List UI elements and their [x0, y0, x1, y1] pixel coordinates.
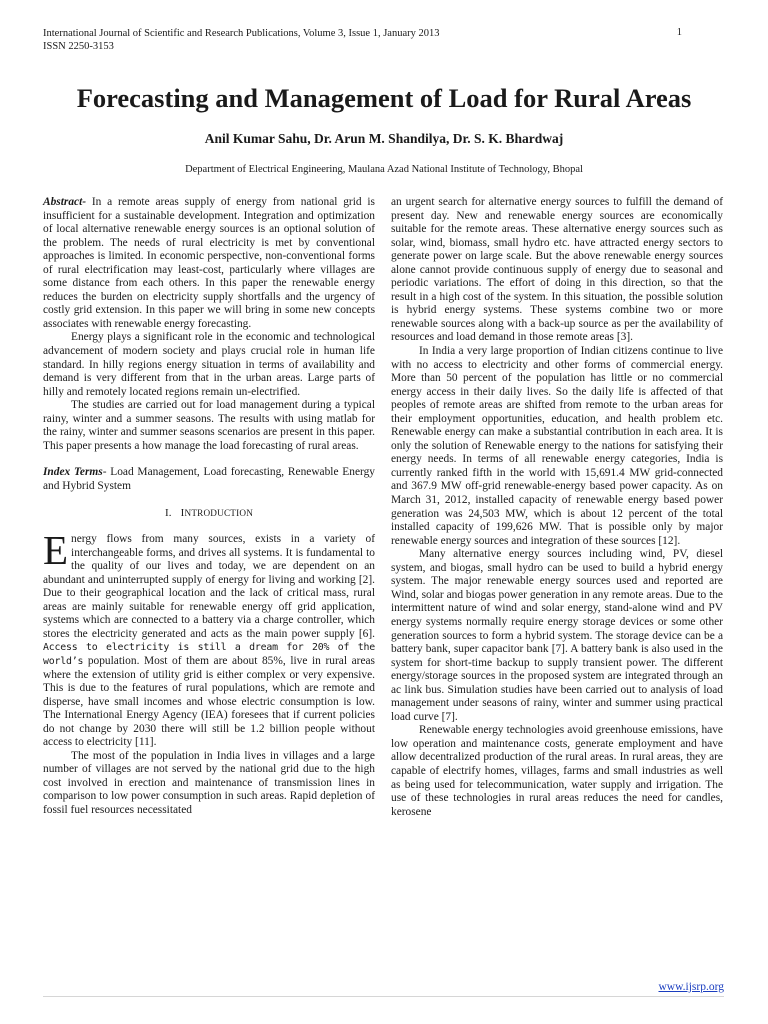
- right-column: [391, 196, 723, 819]
- section-heading-rest: NTRODUCTION: [184, 508, 254, 519]
- intro-paragraph-2: The most of the population in India lives in villages and a large number of villages are not served by the national grid due to the high cost involved in erection and maintenance of transmission lines in comparison to low power consumption in such areas. Rapid depletion of fossil fuel resources necessitated: [43, 749, 375, 816]
- left-column: [43, 196, 375, 818]
- abstract-text: In a remote areas supply of energy from national grid is insufficient for a sustainable development. Integration and optimization of local alternative renewable energy sources is an optional solution of the problem. The needs of rural electricity is met by conventional approaches is limited. In economic perspective, non-conventional forms of rural electrification may least-cost, particularly where villages are some distance from each others. In this paper the renewable energy reduces the burden on electricity supply shortfalls and the urgency of costly grid extension. In this paper we will bring in some new concepts associates with renewable energy forecasting.: [43, 196, 375, 330]
- intro-highlight-text: Access to electricity is still a dream for 20% of the world’s: [43, 642, 375, 667]
- intro-text-a: nergy flows from many sources, exists in a variety of interchangeable forms, and drives all systems. It is fundamental to the quality of our lives and today, we are dependent on an abundant and uninterrupted supply of energy for living and working [2]. Due to their geographical location and the lack of critical mass, rural areas are mainly suitable for renewable energy off grid application, systems which are connected to a battery via a charge controller, which stores the electricity generated and acts as the main power supply [6].: [43, 533, 375, 640]
- index-terms-label: Index Terms: [43, 466, 103, 479]
- section-heading: [43, 507, 375, 521]
- running-header: [43, 27, 439, 53]
- abstract-paragraph: [43, 196, 375, 331]
- right-paragraph-4: Renewable energy technologies avoid greenhouse emissions, have low operation and maintenance costs, generate employment and have allow decentralized production of the rural areas. In rural areas, they are capable of electrify homes, villages, farms and small industries as well as being used for telecommunication, water supply and irrigation. The use of these technologies in rural areas reduces the need for candles, kerosene: [391, 724, 723, 818]
- abstract-label: Abstract-: [43, 196, 87, 208]
- section-heading-initial: I: [180, 507, 185, 520]
- index-terms-text: - Load Management, Load forecasting, Renewable Energy and Hybrid System: [43, 466, 375, 492]
- affiliation: Department of Electrical Engineering, Maulana Azad National Institute of Technology, Bhopal: [185, 164, 583, 175]
- paper-title: Forecasting and Management of Load for Rural Areas: [76, 83, 692, 113]
- page-number: 1: [676, 27, 682, 38]
- intro-paragraph-1: [43, 527, 375, 750]
- journal-line: International Journal of Scientific and Research Publications, Volume 3, Issue 1, January 2013: [43, 28, 440, 39]
- author-list: Anil Kumar Sahu, Dr. Arun M. Shandilya, Dr. S. K. Bhardwaj: [204, 131, 564, 146]
- journal-url-link[interactable]: www.ijsrp.org: [658, 981, 724, 993]
- index-terms: [43, 466, 375, 493]
- issn: ISSN 2250-3153: [43, 41, 114, 52]
- right-paragraph-2: In India a very large proportion of Indian citizens continue to live with no access to electricity and other forms of commercial energy. More than 50 percent of the population has little or no commercial energy access in their daily lives. So the daily life is affected of that peoples of remote areas are shifted from remote to the urban areas for their employment opportunities, education, and health problem etc. Renewable energy can make a substantial contribution in each area. It is only the solution of Renewable energy to the nations for satisfying their energy needs. In terms of all renewable energy categories, India is currently ranked fifth in the world with 15,691.4 MW grid-connected and 367.9 MW off-grid renewable-energy based power capacity. As on March 31, 2012, installed capacity of renewable energy based power generation was 24,503 MW, which is about 12 percent of the total installed capacity of 199,626 MW. That is possible only by major renewable energy sources and integration of these sources [12].: [391, 345, 723, 547]
- section-numeral: I.: [164, 507, 172, 520]
- footer-divider: [43, 996, 724, 997]
- abstract-paragraph-3: The studies are carried out for load management during a typical rainy, winter and a summer seasons. The results with using matlab for the rainy, winter and summer seasons scenarios are present in this paper. This paper presents a how manage the load forecasting of rural areas.: [43, 399, 375, 452]
- intro-text-b: population. Most of them are about 85%, live in rural areas where the extension of utility grid is either complex or very expensive. This is due to the features of rural populations, which are remote and disperse, have small incomes and whose electric consumption is low. The International Energy Agency (IEA) foresees that if current policies do not change by 2030 there will still be 1.2 billion people without access to electricity [11].: [43, 654, 375, 749]
- drop-cap: E: [43, 527, 69, 574]
- right-paragraph-1: an urgent search for alternative energy sources to fulfill the demand of present day. New and renewable energy sources are economically suitable for the remote areas. These alternative energy sources such as solar, wind, biomass, small hydro etc. have attracted energy sectors to generate power on large scale. But the above renewable energy sources alone cannot provide continuous supply of energy due to seasonal and periodic variations. The effort of doing in this direction, so that the result in a high cost of the system. In this situation, the possible solution is hybrid energy systems. These systems combine two or more renewable sources along with a back-up source as per the availability of resources and load demand in those remote areas [3].: [391, 196, 723, 344]
- right-paragraph-3: Many alternative energy sources including wind, PV, diesel system, and biogas, small hydro can be used to build a hybrid energy system. The major renewable energy sources used and reported are Wind, solar and biogas power generation in any remote areas. Due to the intermittent nature of wind and solar energy, stand-alone wind and PV energy systems normally require energy storage devices or some other generation sources to form a hybrid system. The storage device can be a battery bank, super capacitor bank [7]. A battery bank is also used in the system for short-time backup to supply transient power. The different energy/storage sources in the proposed system are integrated through an ac link bus. Simulation studies have been carried out to analysis of load management under seasons of rainy, winter and summer using practical load curve [7].: [391, 548, 723, 723]
- abstract-paragraph-2: Energy plays a significant role in the economic and technological advancement of modern society and plays crucial role in human life standard. In hilly regions energy situation in terms of availability and demand is very different from that in the urban areas. Large parts of hilly and remotely located regions remain un-electrified.: [43, 331, 375, 398]
